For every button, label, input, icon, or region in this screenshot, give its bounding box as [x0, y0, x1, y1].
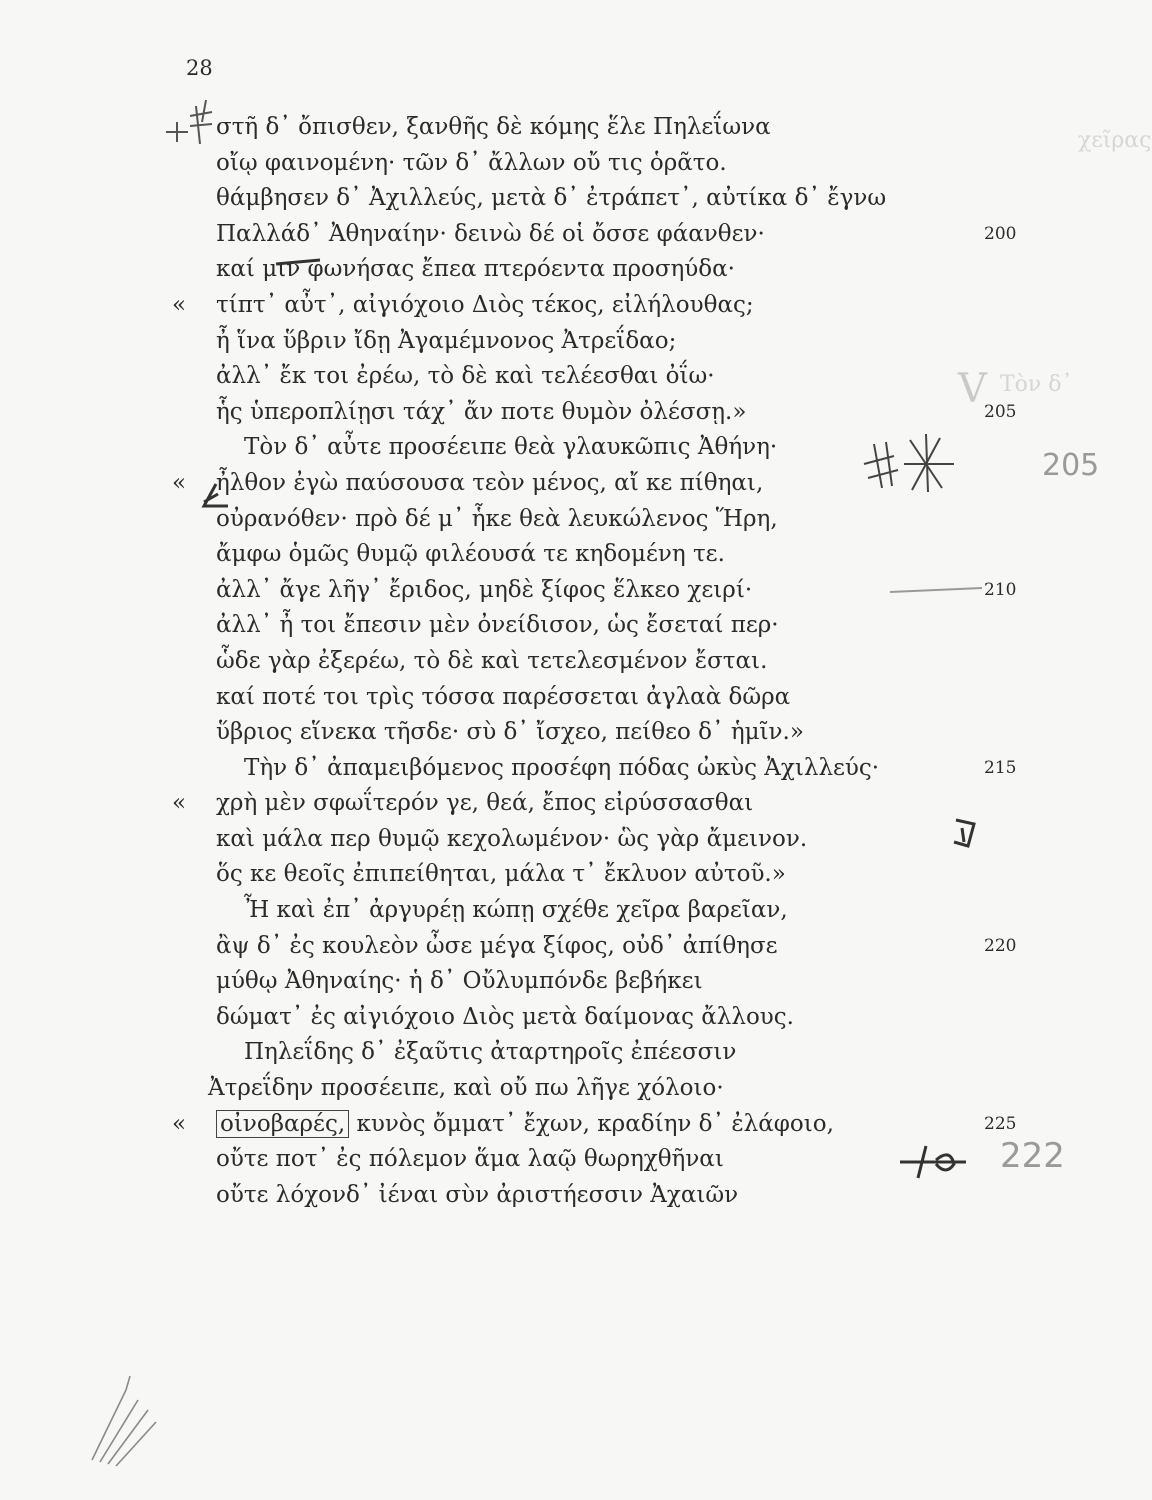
- verse-text-container: [244, 893, 788, 929]
- verse-text-container: [216, 395, 746, 431]
- verse-text-container: [216, 1107, 834, 1143]
- verse-text-container: [216, 608, 779, 644]
- verse-text: Ἦ καὶ ἐπ᾽ ἀργυρέῃ κώπῃ σχέθε χεῖρα βαρεῖαν,: [244, 897, 788, 924]
- verse-text-container: [216, 1178, 738, 1214]
- verse-text-container: [244, 430, 777, 466]
- verse-text-container: [216, 1000, 794, 1036]
- verse-text: χρὴ μὲν σφωΐτερόν γε, θεά, ἔπος εἰρύσσασθαι: [216, 790, 754, 817]
- verse-text: ἀλλ᾽ ἄγε λῆγ᾽ ἔριδος, μηδὲ ξίφος ἕλκεο χειρί·: [216, 576, 753, 603]
- verse-text-container: [216, 324, 676, 360]
- line-number: 210: [984, 579, 1017, 600]
- verse-text: καί μιν φωνήσας ἔπεα πτερόεντα προσηύδα·: [216, 256, 735, 283]
- verse-text-container: [216, 964, 703, 1000]
- verse-text: Ἀτρεΐδην προσέειπε, καὶ οὔ πω λῆγε χόλοιο·: [208, 1075, 724, 1102]
- line-number: 220: [984, 935, 1017, 956]
- verse-text: ἂψ δ᾽ ἐς κουλεὸν ὦσε μέγα ξίφος, οὐδ᾽ ἀπίθησε: [216, 932, 778, 959]
- verse-text: Παλλάδ᾽ Ἀθηναίην· δεινὼ δέ οἱ ὄσσε φάανθεν·: [216, 220, 765, 247]
- verse-text: θάμβησεν δ᾽ Ἀχιλλεύς, μετὰ δ᾽ ἐτράπετ᾽, αὐτίκα δ᾽ ἔγνω: [216, 185, 887, 212]
- pencil-scribble: [86, 1370, 166, 1470]
- verse-line: [0, 1035, 1152, 1071]
- verse-text: Πηλεΐδης δ᾽ ἐξαῦτις ἀταρτηροῖς ἐπέεσσιν: [244, 1039, 737, 1066]
- verse-line: [0, 181, 1152, 217]
- bleed-through-text: χεῖρας: [1078, 128, 1152, 153]
- verse-line: [0, 893, 1152, 929]
- margin-cross-mark: [858, 430, 964, 494]
- line-number: 215: [984, 757, 1017, 778]
- verse-line: [0, 929, 1152, 965]
- verse-text: ὧδε γὰρ ἐξερέω, τὸ δὲ καὶ τετελεσμένον ἔσται.: [216, 647, 768, 674]
- verse-text: ἄμφω ὁμῶς θυμῷ φιλέουσά τε κηδομένη τε.: [216, 541, 725, 568]
- verse-text: οὐρανόθεν· πρὸ δέ μ᾽ ἧκε θεὰ λευκώλενος Ἥρη,: [216, 505, 778, 532]
- bleed-through-text: Τὸν δ᾽: [1000, 372, 1073, 397]
- verse-text: μύθῳ Ἀθηναίης· ἡ δ᾽ Οὔλυμπόνδε βεβήκει: [216, 968, 703, 995]
- verse-line: [0, 1000, 1152, 1036]
- verse-line: [0, 430, 1152, 466]
- verse-text-container: [216, 288, 754, 324]
- verse-text-container: [216, 110, 771, 146]
- verse-line: [0, 1178, 1152, 1214]
- verse-text: ἧς ὑπεροπλίῃσι τάχ᾽ ἄν ποτε θυμὸν ὀλέσσῃ.»: [216, 398, 747, 425]
- verse-line: [0, 680, 1152, 716]
- verse-text-container: [208, 1071, 724, 1107]
- verse-line: [0, 751, 1152, 787]
- verse-text: στῆ δ᾽ ὄπισθεν, ξανθῆς δὲ κόμης ἕλε Πηλεΐωνα: [216, 114, 771, 140]
- verse-text: κυνὸς ὄμματ᾽ ἔχων, κραδίην δ᾽ ἐλάφοιο,: [356, 1110, 834, 1137]
- line-number: 225: [984, 1113, 1017, 1134]
- verse-text: ἀλλ᾽ ἔκ τοι ἐρέω, τὸ δὲ καὶ τελέεσθαι ὀΐω·: [216, 363, 715, 390]
- verse-text-container: [216, 573, 752, 609]
- margin-note-205: 205: [1042, 448, 1100, 483]
- verse-line: [0, 1142, 1152, 1178]
- verse-text-container: [216, 929, 778, 965]
- verse-line: [0, 715, 1152, 751]
- verse-text: Τὴν δ᾽ ἀπαμειβόμενος προσέφη πόδας ὠκὺς Ἀχιλλεύς·: [244, 754, 880, 781]
- verse-text-container: [216, 822, 807, 858]
- bleed-through-mark: V: [958, 366, 987, 412]
- verse-line: [0, 1107, 1152, 1143]
- verse-text: ὕβριος εἵνεκα τῆσδε· σὺ δ᾽ ἴσχεο, πείθεο δ᾽ ἡμῖν.»: [216, 719, 804, 746]
- verse-text: καί ποτέ τοι τρὶς τόσσα παρέσσεται ἀγλαὰ δῶρα: [216, 683, 791, 710]
- line-number: 205: [984, 401, 1017, 422]
- verse-text-container: [216, 502, 778, 538]
- verse-text-container: [216, 644, 767, 680]
- quote-mark: «: [172, 1110, 187, 1137]
- verse-text-container: [216, 217, 765, 253]
- verse-line: [0, 608, 1152, 644]
- verse-text: τίπτ᾽ αὖτ᾽, αἰγιόχοιο Διὸς τέκος, εἰλήλουθας;: [216, 291, 754, 318]
- underline-mark: [268, 252, 328, 272]
- verse-line: [0, 857, 1152, 893]
- verse-text: ἦλθον ἐγὼ παύσουσα τεὸν μένος, αἴ κε πίθηαι,: [216, 469, 764, 496]
- page-number: 28: [186, 56, 213, 80]
- verse-line: [0, 1071, 1152, 1107]
- close-bracket-mark: [950, 812, 980, 852]
- verse-text: ἦ ἵνα ὕβριν ἴδῃ Ἀγαμέμνονος Ἀτρεΐδαο;: [216, 327, 677, 354]
- verse-text-container: [244, 751, 879, 787]
- quote-mark: «: [172, 469, 187, 496]
- verse-line: [0, 359, 1152, 395]
- verse-text: οὔτε ποτ᾽ ἐς πόλεμον ἅμα λαῷ θωρηχθῆναι: [216, 1146, 724, 1173]
- verse-text-container: [216, 857, 786, 893]
- pencil-stroke: [886, 580, 986, 600]
- verse-text-container: [216, 359, 715, 395]
- verse-line: [0, 537, 1152, 573]
- verse-text-container: [216, 680, 790, 716]
- verse-text: Τὸν δ᾽ αὖτε προσέειπε θεὰ γλαυκῶπις Ἀθήνη·: [244, 434, 778, 461]
- verse-line: [0, 644, 1152, 680]
- verse-text-container: [216, 146, 727, 182]
- verse-line: [0, 217, 1152, 253]
- end-mark: [896, 1140, 976, 1180]
- verse-line: [0, 395, 1152, 431]
- verse-text-container: [216, 715, 804, 751]
- verse-text: οἴῳ φαινομένη· τῶν δ᾽ ἄλλων οὔ τις ὁρᾶτο.: [216, 149, 727, 176]
- verse-line: [0, 288, 1152, 324]
- verse-text-container: [216, 786, 753, 822]
- quote-mark: «: [172, 790, 187, 817]
- verse-text-container: [216, 1142, 724, 1178]
- margin-star-mark: [160, 92, 220, 152]
- paragraph-mark: [196, 480, 232, 512]
- margin-note-222: 222: [1000, 1136, 1065, 1176]
- verse-text-container: [216, 466, 763, 502]
- boxed-word: οἰνοβαρές,: [216, 1110, 349, 1138]
- verse-text-container: [216, 537, 725, 573]
- verse-line: [0, 466, 1152, 502]
- quote-mark: «: [172, 291, 187, 318]
- verse-text: δώματ᾽ ἐς αἰγιόχοιο Διὸς μετὰ δαίμονας ἄλλους.: [216, 1003, 794, 1030]
- verse-text: ὅς κε θεοῖς ἐπιπείθηται, μάλα τ᾽ ἔκλυον αὐτοῦ.»: [216, 861, 786, 888]
- line-number: 200: [984, 223, 1017, 244]
- verse-text-container: [244, 1035, 736, 1071]
- verse-text-container: [216, 181, 886, 217]
- verse-text: ἀλλ᾽ ἦ τοι ἔπεσιν μὲν ὀνείδισον, ὡς ἔσεταί περ·: [216, 612, 779, 639]
- verse-block: [0, 110, 1152, 1213]
- verse-line: [0, 252, 1152, 288]
- verse-text: οὔτε λόχονδ᾽ ἰέναι σὺν ἀριστήεσσιν Ἀχαιῶν: [216, 1181, 739, 1208]
- verse-line: [0, 324, 1152, 360]
- verse-line: [0, 964, 1152, 1000]
- verse-text: καὶ μάλα περ θυμῷ κεχολωμένον· ὣς γὰρ ἄμεινον.: [216, 825, 808, 852]
- verse-line: [0, 502, 1152, 538]
